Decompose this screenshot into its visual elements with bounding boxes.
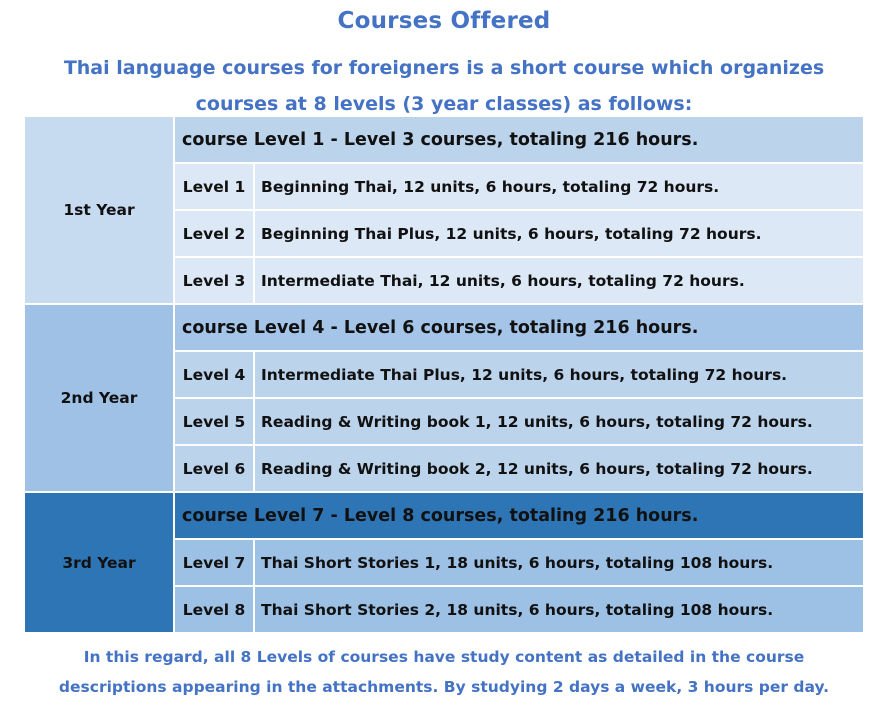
level-description: Intermediate Thai Plus, 12 units, 6 hours, totaling 72 hours. <box>254 351 864 398</box>
subtitle-line-2: courses at 8 levels (3 year classes) as follows: <box>195 93 693 115</box>
level-description: Intermediate Thai, 12 units, 6 hours, totaling 72 hours. <box>254 257 864 304</box>
year-label: 1st Year <box>24 116 174 304</box>
year-course-summary: course Level 1 - Level 3 courses, totaling 216 hours. <box>174 116 864 163</box>
footer-line-2: descriptions appearing in the attachments. By studying 2 days a week, 3 hours per day. <box>58 678 830 696</box>
level-label: Level 6 <box>174 445 254 492</box>
level-label: Level 7 <box>174 539 254 586</box>
subtitle-line-1: Thai language courses for foreigners is a short course which organizes <box>63 57 825 79</box>
footer-note <box>0 642 888 702</box>
year-1-header-row <box>24 116 864 163</box>
level-label: Level 2 <box>174 210 254 257</box>
footer-line-1: In this regard, all 8 Levels of courses have study content as detailed in the course <box>83 648 805 666</box>
level-description: Reading & Writing book 1, 12 units, 6 hours, totaling 72 hours. <box>254 398 864 445</box>
year-label: 3rd Year <box>24 492 174 633</box>
level-description: Reading & Writing book 2, 12 units, 6 hours, totaling 72 hours. <box>254 445 864 492</box>
level-description: Thai Short Stories 2, 18 units, 6 hours, totaling 108 hours. <box>254 586 864 633</box>
level-label: Level 4 <box>174 351 254 398</box>
year-course-summary: course Level 7 - Level 8 courses, totaling 216 hours. <box>174 492 864 539</box>
year-course-summary: course Level 4 - Level 6 courses, totaling 216 hours. <box>174 304 864 351</box>
level-label: Level 3 <box>174 257 254 304</box>
subtitle <box>0 50 888 122</box>
courses-table <box>23 115 865 634</box>
level-label: Level 8 <box>174 586 254 633</box>
year-label: 2nd Year <box>24 304 174 492</box>
level-label: Level 1 <box>174 163 254 210</box>
level-description: Beginning Thai, 12 units, 6 hours, totaling 72 hours. <box>254 163 864 210</box>
page-title: Courses Offered <box>337 8 551 34</box>
level-description: Thai Short Stories 1, 18 units, 6 hours, totaling 108 hours. <box>254 539 864 586</box>
year-3-header-row <box>24 492 864 539</box>
year-2-header-row <box>24 304 864 351</box>
level-description: Beginning Thai Plus, 12 units, 6 hours, totaling 72 hours. <box>254 210 864 257</box>
level-label: Level 5 <box>174 398 254 445</box>
